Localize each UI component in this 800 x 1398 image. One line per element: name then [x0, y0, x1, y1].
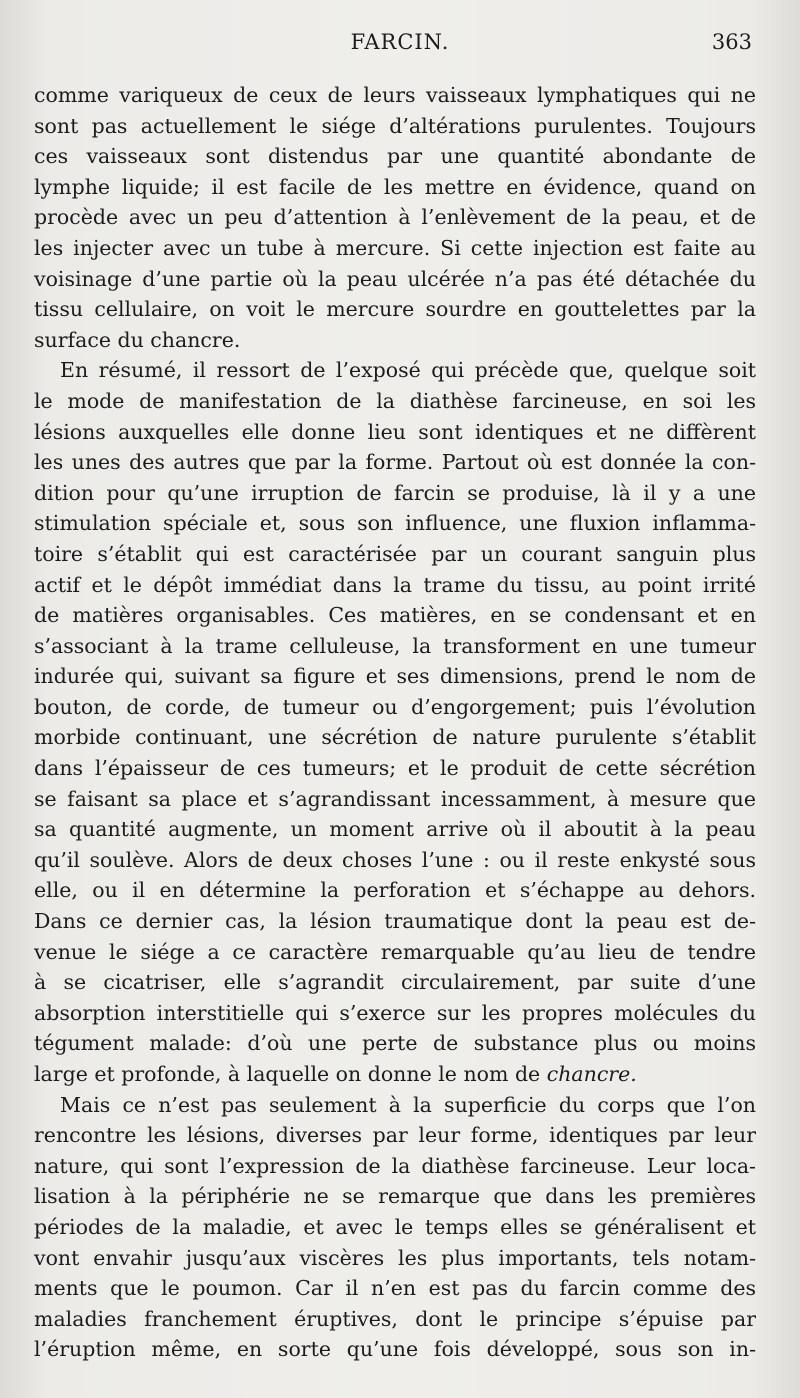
text-line-last — [34, 1059, 756, 1090]
text-line: ments que le poumon. Car il n’en est pas du farcin comme des — [34, 1276, 756, 1301]
text-line: lésions auxquelles elle donne lieu sont identiques et ne diffèrent — [34, 419, 756, 444]
text-line: sa quantité augmente, un moment arrive où il aboutit à la peau — [34, 817, 756, 842]
text-line: indurée qui, suivant sa figure et ses dimensions, prend le nom de — [34, 664, 756, 689]
text-line: absorption interstitielle qui s’exerce sur les propres molécules du — [34, 1000, 756, 1025]
text-line: de matières organisables. Ces matières, en se condensant et en — [34, 603, 756, 628]
text-line: lisation à la périphérie ne se remarque que dans les premières — [34, 1184, 756, 1209]
emphasized-term: chancre. — [546, 1062, 637, 1086]
text-line: lymphe liquide; il est facile de les mettre en évidence, quand on — [34, 174, 756, 199]
text-line: les unes des autres que par la forme. Partout où est donnée la con- — [34, 450, 756, 475]
text-line: l’éruption même, en sorte qu’une fois développé, sous son in- — [34, 1337, 756, 1362]
text-line: En résumé, il ressort de l’exposé qui précède que, quelque soit — [60, 358, 756, 383]
text-line: toire s’établit qui est caractérisée par un courant sanguin plus — [34, 541, 756, 566]
text-line: actif et le dépôt immédiat dans la trame du tissu, au point irrité — [34, 572, 756, 597]
text-line: bouton, de corde, de tumeur ou d’engorgement; puis l’évolution — [34, 694, 756, 719]
text-line: venue le siége a ce caractère remarquable qu’au lieu de tendre — [34, 939, 756, 964]
text-line: périodes de la maladie, et avec le temps elles se généralisent et — [34, 1214, 756, 1239]
text-line: qu’il soulève. Alors de deux choses l’une : ou il reste enkysté sous — [34, 847, 756, 872]
text-line: voisinage d’une partie où la peau ulcérée n’a pas été détachée du — [34, 266, 756, 291]
text-line: procède avec un peu d’attention à l’enlèvement de la peau, et de — [34, 205, 756, 230]
text-line: s’associant à la trame celluleuse, la transforment en une tumeur — [34, 633, 756, 658]
paragraph-2 — [34, 355, 756, 1089]
text-line: tissu cellulaire, on voit le mercure sourdre en gouttelettes par la — [34, 297, 756, 322]
text-line: sont pas actuellement le siége d’altérations purulentes. Toujours — [34, 113, 756, 138]
paragraph-1 — [34, 80, 756, 355]
text-line: tégument malade: d’où une perte de substance plus ou moins — [34, 1031, 756, 1056]
text-line: Mais ce n’est pas seulement à la superficie du corps que l’on — [60, 1092, 756, 1117]
page-number: 363 — [711, 30, 752, 54]
running-title: FARCIN. — [350, 30, 450, 54]
text-line: elle, ou il en détermine la perforation et s’échappe au dehors. — [34, 878, 756, 903]
text-line: dans l’épaisseur de ces tumeurs; et le produit de cette sécrétion — [34, 756, 756, 781]
text-line: stimulation spéciale et, sous son influence, une fluxion inflamma- — [34, 511, 756, 536]
text-line-start: large et profonde, à laquelle on donne le nom de — [34, 1062, 547, 1086]
text-line: nature, qui sont l’expression de la diathèse farcineuse. Leur loca- — [34, 1153, 756, 1178]
text-line: maladies franchement éruptives, dont le principe s’épuise par — [34, 1306, 756, 1331]
text-line: morbide continuant, une sécrétion de nature purulente s’établit — [34, 725, 756, 750]
text-line: les injecter avec un tube à mercure. Si cette injection est faite au — [34, 235, 756, 260]
text-line: surface du chancre. — [34, 327, 241, 352]
text-line: Dans ce dernier cas, la lésion traumatique dont la peau est de- — [34, 909, 756, 934]
page-header — [0, 30, 800, 60]
body-text — [34, 80, 756, 1365]
paragraph-3 — [34, 1090, 756, 1365]
text-line: le mode de manifestation de la diathèse farcineuse, en soi les — [34, 388, 756, 413]
text-line: ces vaisseaux sont distendus par une quantité abondante de — [34, 144, 756, 169]
text-line: dition pour qu’une irruption de farcin se produise, là il y a une — [34, 480, 756, 505]
text-line: comme variqueux de ceux de leurs vaisseaux lymphatiques qui ne — [34, 83, 756, 107]
text-line: rencontre les lésions, diverses par leur forme, identiques par leur — [34, 1123, 756, 1148]
text-line: se faisant sa place et s’agrandissant incessamment, à mesure que — [34, 786, 756, 811]
text-line: vont envahir jusqu’aux viscères les plus importants, tels notam- — [34, 1245, 756, 1270]
text-line: à se cicatriser, elle s’agrandit circulairement, par suite d’une — [34, 970, 756, 995]
